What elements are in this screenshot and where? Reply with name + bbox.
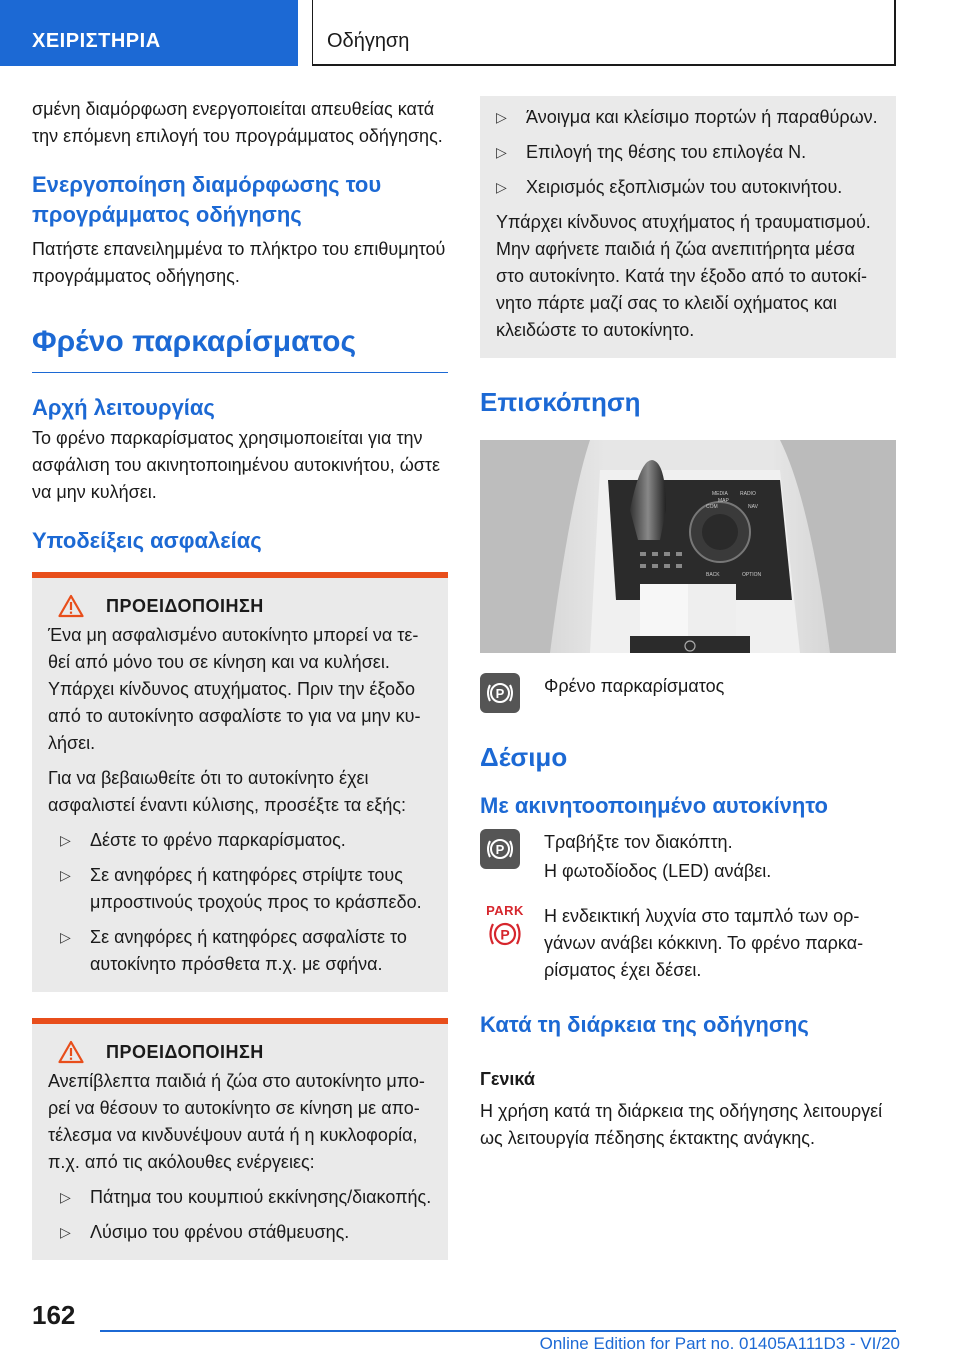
triangle-bullet-icon: ▷ — [60, 1224, 71, 1240]
triangle-bullet-icon: ▷ — [496, 144, 507, 160]
svg-text:P: P — [495, 842, 505, 857]
intro-paragraph: σμένη διαμόρφωση ενεργοποιείται απευθείας κατά την επόμενη επιλογή του προγράμματος οδήγησης. — [32, 99, 443, 146]
overview-heading: Επισκόπηση — [480, 387, 641, 417]
safety-heading: Υποδείξεις ασφαλείας — [32, 528, 262, 553]
triangle-bullet-icon: ▷ — [496, 109, 507, 125]
triangle-bullet-icon: ▷ — [60, 1189, 71, 1205]
photo-caption-row — [480, 673, 896, 713]
console-label: COM — [706, 504, 718, 510]
pull-switch-row — [480, 829, 896, 885]
list-item: ▷ Άνοιγμα και κλείσιμο πορτών ή παραθύρων. — [484, 104, 880, 131]
left-column — [32, 96, 448, 1260]
list-item: ▷ Δέστε το φρένο παρκαρίσματος. — [48, 827, 432, 854]
activation-text: Πατήστε επανειλημμένα το πλήκτρο του επιθυμητού προγράμματος οδήγησης. — [32, 239, 446, 286]
warning-list — [48, 827, 432, 978]
warning-list — [48, 1184, 432, 1246]
console-label: MEDIA — [712, 491, 728, 497]
warning-triangle-icon — [58, 1040, 84, 1064]
indicator-row — [480, 903, 896, 984]
triangle-bullet-icon: ▷ — [60, 929, 71, 945]
triangle-bullet-icon: ▷ — [60, 867, 71, 883]
parking-brake-heading: Φρένο παρκαρίσματος — [32, 322, 448, 373]
footer-edition: Online Edition for Part no. 01405A111D3 - VI/20 — [539, 1334, 900, 1353]
warning-text: Ένα μη ασφαλισμένο αυτοκίνητο μπορεί να τεθεί από μόνο του σε κίνηση και να κυλήσει. Υπάρχει κίνδυνος ατυχήματος. Πριν την έξοδο από το αυτοκίνητο ασφαλίστε το για να μην κυλήσει. — [48, 625, 421, 753]
triangle-bullet-icon: ▷ — [60, 832, 71, 848]
warning-continuation — [480, 96, 896, 358]
driving-heading: Κατά τη διάρκεια της οδήγησης — [480, 1012, 809, 1037]
warning-header — [48, 1040, 432, 1064]
photo-caption: Φρένο παρκαρίσματος — [544, 676, 725, 696]
chapter-title: Οδήγηση — [312, 0, 896, 66]
list-item: ▷ Χειρισμός εξοπλισμών του αυτοκινήτου. — [484, 174, 880, 201]
park-indicator-icon — [480, 903, 530, 961]
gear-console-photo — [480, 440, 896, 653]
section-tab: ΧΕΙΡΙΣΤΗΡΙΑ — [0, 0, 298, 66]
parking-brake-icon — [480, 673, 520, 713]
console-illustration — [480, 440, 896, 653]
warning-header — [48, 594, 432, 618]
console-label: RADIO — [740, 491, 756, 497]
indicator-text: Η ενδεικτική λυχνία στο ταμπλό των οργάνων ανάβει κόκκινη. Το φρένο παρκαρίσματος έχει δέσει. — [544, 906, 864, 980]
apply-heading: Δέσιμο — [480, 742, 568, 772]
principle-text: Το φρένο παρκαρίσματος χρησιμοποιείται για την ασφάλιση του ακινητοποιημένου αυτοκινήτου, ώστε να μην κυλήσει. — [32, 428, 441, 502]
general-heading: Γενικά — [480, 1069, 535, 1089]
right-column — [480, 96, 896, 1152]
warning-list — [484, 104, 880, 201]
list-item: ▷ Σε ανηφόρες ή κατηφόρες ασφαλίστε το αυτοκίνητο πρόσθετα π.χ. με σφήνα. — [48, 924, 432, 978]
general-text: Η χρήση κατά τη διάρκεια της οδήγησης λειτουργεί ως λειτουργία πέδησης έκτακτης ανάγκης. — [480, 1101, 883, 1148]
svg-text:P: P — [495, 686, 505, 701]
pull-switch-text: Τραβήξτε τον διακόπτη. — [544, 832, 733, 852]
parking-brake-icon — [480, 829, 520, 869]
stationary-heading: Με ακινητοοποιημένο αυτοκίνητο — [480, 793, 828, 818]
list-item: ▷ Σε ανηφόρες ή κατηφόρες στρίψτε τους μπροστινούς τροχούς προς το κράσπεδο. — [48, 862, 432, 916]
page-header — [0, 0, 960, 66]
warning-text: Ανεπίβλεπτα παιδιά ή ζώα στο αυτοκίνητο μπορεί να θέσουν το αυτοκίνητο σε κίνηση με αποτέλεσμα να κινδυνέψουν αυτά ή η κυκλοφορία, π.χ. από τις ακόλουθες ενέργειες: — [48, 1071, 425, 1172]
console-label: BACK — [706, 572, 720, 578]
led-text: Η φωτοδίοδος (LED) ανάβει. — [544, 861, 772, 881]
console-label: OPTION — [742, 572, 762, 578]
warning-title: ΠΡΟΕΙΔΟΠΟΙΗΣΗ — [106, 1041, 264, 1062]
park-label: PARK — [486, 903, 524, 918]
console-label: MAP — [718, 498, 729, 504]
list-item: ▷ Επιλογή της θέσης του επιλογέα N. — [484, 139, 880, 166]
triangle-bullet-icon: ▷ — [496, 179, 507, 195]
activation-heading: Ενεργοποίηση διαμόρφωσης του προγράμματος οδήγησης — [32, 172, 382, 227]
warning-box-2 — [32, 1018, 448, 1260]
warning-triangle-icon — [58, 594, 84, 618]
warning-box-1 — [32, 572, 448, 992]
warning-title: ΠΡΟΕΙΔΟΠΟΙΗΣΗ — [106, 595, 264, 616]
warning-text: Υπάρχει κίνδυνος ατυχήματος ή τραυματισμού. Μην αφήνετε παιδιά ή ζώα ανεπιτήρητα μέσα στο αυτοκίνητο. Κατά την έξοδο από το αυτοκίνητο πάρτε μαζί σας το κλειδί οχήματος και κλειδώστε το αυτοκίνητο. — [496, 212, 871, 340]
footer-divider — [100, 1330, 896, 1332]
list-item: ▷ Πάτημα του κουμπιού εκκίνησης/διακοπής. — [48, 1184, 432, 1211]
principle-heading: Αρχή λειτουργίας — [32, 395, 215, 420]
console-label: NAV — [748, 504, 758, 510]
page-number: 162 — [32, 1300, 76, 1330]
svg-text:P: P — [500, 926, 510, 943]
list-item: ▷ Λύσιμο του φρένου στάθμευσης. — [48, 1219, 432, 1246]
warning-text: Για να βεβαιωθείτε ότι το αυτοκίνητο έχει ασφαλιστεί έναντι κύλισης, προσέξτε τα εξής: — [48, 768, 407, 815]
